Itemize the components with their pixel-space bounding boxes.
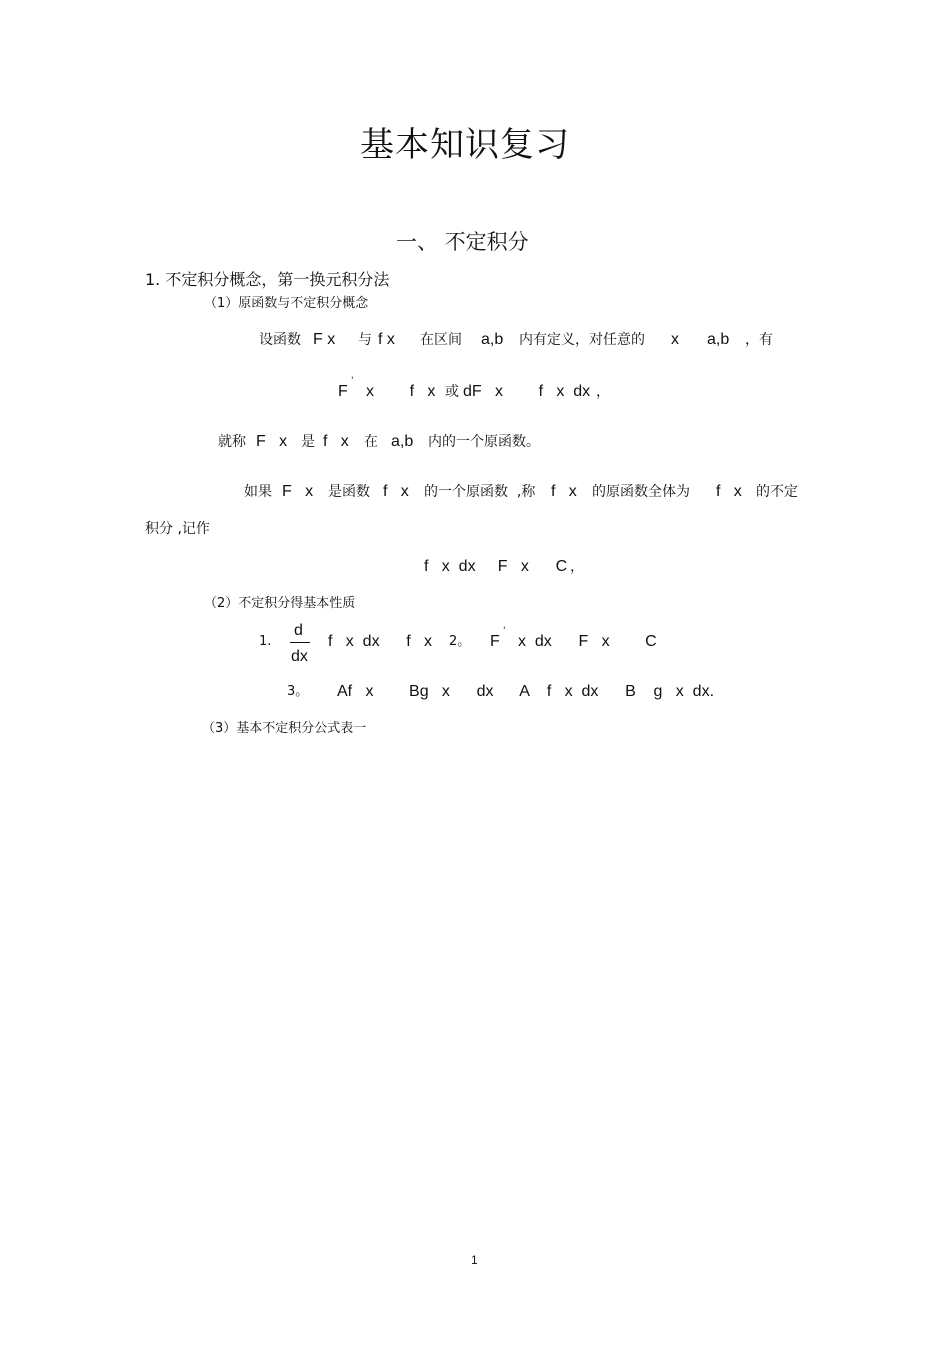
text: ， bbox=[596, 384, 610, 400]
math: F x bbox=[282, 483, 314, 500]
subsection-heading: 1. 不定积分概念，第一换元积分法 bbox=[145, 270, 390, 289]
prime-mark: ' bbox=[503, 626, 506, 636]
math: F x bbox=[256, 433, 288, 450]
section-heading: 一、 不定积分 bbox=[396, 230, 529, 254]
text: ，有 bbox=[745, 332, 773, 348]
text: 是函数 bbox=[328, 484, 370, 500]
math: x f x bbox=[366, 383, 436, 400]
text: 是 bbox=[301, 434, 315, 450]
text: 或 bbox=[445, 384, 459, 400]
math: a,b bbox=[707, 331, 730, 348]
fraction-numerator: d bbox=[294, 622, 303, 639]
math: x bbox=[671, 331, 679, 348]
text: 的一个原函数 ,称 bbox=[424, 484, 536, 500]
math: x dx F x C bbox=[518, 633, 657, 650]
item-3-heading: （3）基本不定积分公式表一 bbox=[202, 721, 367, 736]
text: 就称 bbox=[218, 434, 246, 450]
fraction-bar bbox=[290, 642, 310, 643]
text: 的不定 bbox=[756, 484, 798, 500]
text: 与 bbox=[358, 332, 372, 348]
text: 内有定义，对任意的 bbox=[519, 332, 645, 348]
math: f x bbox=[323, 433, 349, 450]
text: 的原函数全体为 bbox=[592, 484, 690, 500]
math: f x bbox=[716, 483, 742, 500]
property-number: 1. bbox=[259, 634, 272, 649]
math: f x bbox=[551, 483, 577, 500]
prime-mark: ' bbox=[351, 376, 354, 386]
fraction-denominator: dx bbox=[291, 648, 308, 665]
page-number: 1 bbox=[471, 1253, 478, 1267]
text: 在 bbox=[364, 434, 378, 450]
math: F bbox=[490, 633, 500, 650]
math: f x bbox=[383, 483, 409, 500]
text: 设函数 bbox=[259, 332, 301, 348]
indefinite-line-2: 积分 ,记作 bbox=[145, 521, 210, 537]
math: Af x Bg x dx A f x dx B g x dx. bbox=[337, 683, 715, 700]
page-title: 基本知识复习 bbox=[360, 125, 570, 165]
item-1-heading: （1）原函数与不定积分概念 bbox=[204, 296, 369, 311]
math: f x dx f x bbox=[328, 633, 433, 650]
math: F x bbox=[313, 331, 336, 348]
property-number: 3。 bbox=[287, 684, 309, 699]
property-number: 2。 bbox=[449, 634, 471, 649]
text: 在区间 bbox=[420, 332, 462, 348]
item-2-heading: （2）不定积分得基本性质 bbox=[204, 596, 356, 611]
text: 内的一个原函数。 bbox=[428, 434, 540, 450]
math: a,b bbox=[391, 433, 414, 450]
math: a,b bbox=[481, 331, 504, 348]
math: f x bbox=[378, 331, 395, 348]
text: 如果 bbox=[244, 484, 272, 500]
text: ， bbox=[570, 559, 584, 575]
math: f x dx F x C bbox=[424, 558, 568, 575]
math: F bbox=[338, 383, 348, 400]
math: dF x f x dx bbox=[463, 383, 591, 400]
